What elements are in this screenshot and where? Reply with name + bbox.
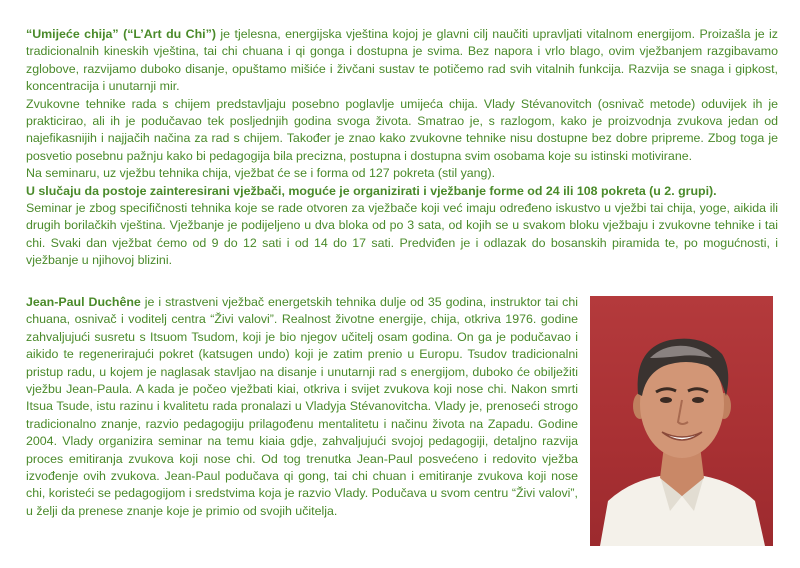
schedule-paragraph: Seminar je zbog specifičnosti tehnika koje se rade otvoren za vježbače koji već imaju određeno iskustvo u vježbi tai chija, yoge, aikida ili drugih borilačkih vještina. Vježbanje je podijeljeno u dva bloka od po 3 sata, od kojih se u svakom bloku vježbaju i zvukovne tehnike i tai chi. Svaki dan vježbat ćemo od 9 do 12 sati i od 14 do 17 sati. Predviđen je i odlazak do bosanskih piramida te, po mogućnosti, i vježbanje u njihovoj blizini. <box>26 201 778 268</box>
seminar-form-paragraph: Na seminaru, uz vježbu tehnika chija, vježbat će se i forma od 127 pokreta (stil yang). <box>26 166 496 181</box>
interested-practitioners-paragraph: U slučaju da postoje zainteresirani vježbači, moguće je organizirati i vježbanje forme od 24 ili 108 pokreta (u 2. grupi). <box>26 183 717 198</box>
portrait-illustration <box>590 296 773 546</box>
intro-section <box>26 26 778 270</box>
bio-text: je i strastveni vježbač energetskih tehnika dulje od 35 godina, instruktor tai chi chuana, osnivač i voditelj centra “Živi valovi”. Realnost životne energije, chija, otkriva 1976. godine zahvaljujući susretu s Itsuom Tsudom, koji je bio njegov učitelj osam godina. On ga je podučavao i aikido te regenerirajući pokret (katsugen undo) koji je zatim prenio u Europu. Tsudov tradicionalni pristup radu, u kojem je naglasak stavljao na disanje i unutarnji rad s energijom, duboko će obilježiti vježbu Jean-Paula. A kada je počeo vježbati kiai, otkriva i svijet zvukova koji nose chi. Nakon smrti Itsua Tsude, istu razinu i kvalitetu rada pronalazi u Vladyja Stévanovitcha. Vlady je, prenoseći strogo tradicionalno znanje, razvio pedagogiju prilagođenu mentalitetu i načinu života na Zapadu. Godine 2004. Vlady organizira seminar na temu kiaia gdje, zahvaljujući svojoj pedagogiji, detaljno razvija proces emitiranja zvukova koji nose chi. Od tog trenutka Jean-Paul posvećeno i redovito vježba izvođenje ovih zvukova. Jean-Paul podučava qi gong, tai chi chuan i emitiranje zvukova koji nose chi, koristeći se pedagogijom i sredstvima koja je razvio Vlady. Podučava u svom centru “Živi valovi”, u želji da prenese znanje koje je primio od svojih učitelja. <box>26 295 578 518</box>
bio-name: Jean-Paul Duchêne <box>26 295 141 309</box>
intro-title: “Umijeće chija” (“L’Art du Chi”) <box>26 27 216 41</box>
bio-paragraph <box>26 294 578 520</box>
intro-paragraph <box>26 26 778 96</box>
intro-text: je tjelesna, energijska vještina kojoj je glavni cilj naučiti upravljati vitalnom energijom. Proizašla je iz tradicionalnih kineskih vještina, tai chi chuana i qi gonga i dostupna je svima. Bez napora i vrlo blago, ovim vježbanjem razgibavamo zglobove, razvijamo duboko disanje, opuštamo mišiće i živčani sustav te potičemo rad svih vitalnih funkcija. Razvija se snaga i gipkost, koncentracija i unutarnji mir. <box>26 27 778 94</box>
bio-section <box>26 294 578 520</box>
portrait-photo <box>590 296 773 546</box>
sound-techniques-paragraph: Zvukovne tehnike rada s chijem predstavljaju posebno poglavlje umijeća chija. Vlady Stévanovitch (osnivač metode) oduvijek ih je prakticirao, ali ih je podučavao tek posljednjih godina svoga života. Smatrao je, s razlogom, kako je proizvodnja zvukova jedan od najefikasnijih i najjačih načina za rad s chijem. Također je znao kako zvukovne tehnike nisu dostupne bez dobre pripreme. Zbog toga je posvetio posebnu pažnju kako bi pedagogija bila precizna, postupna i dostupna svim osobama koje su istinski motivirane. <box>26 96 778 163</box>
